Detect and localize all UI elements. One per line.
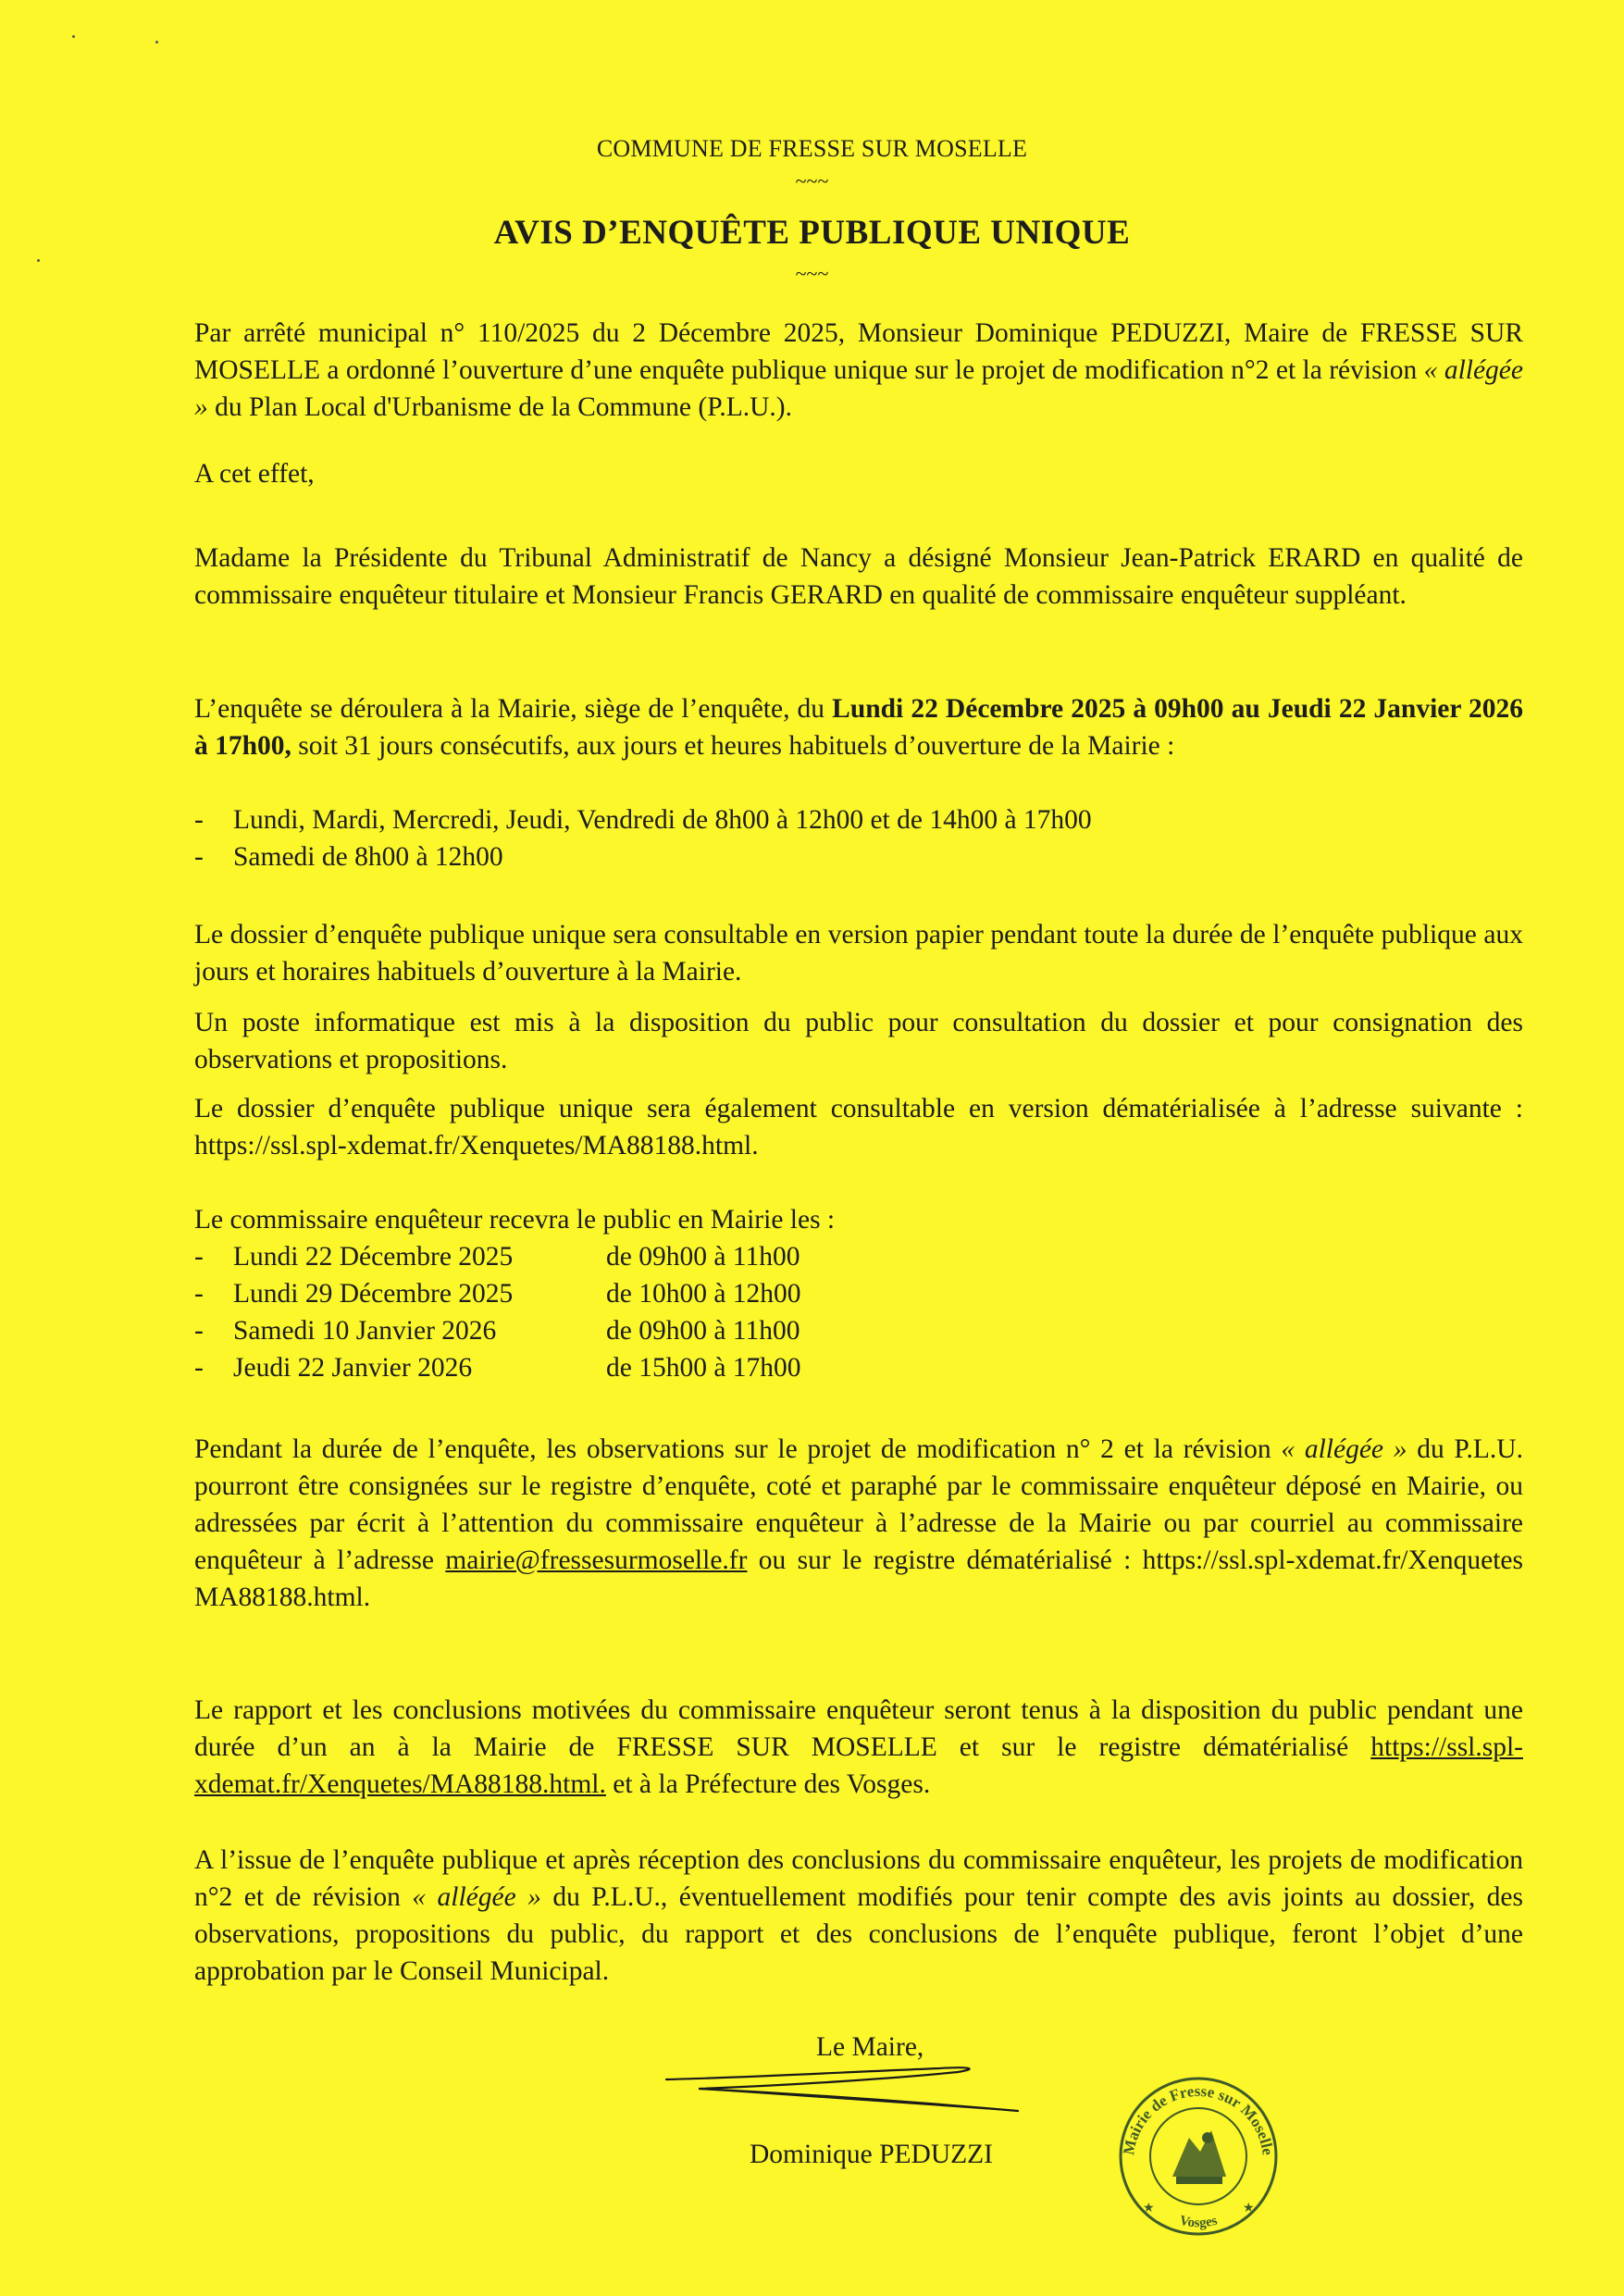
separator: ~~~ (795, 262, 829, 285)
list-item-hours: - Lundi, Mardi, Mercredi, Jeudi, Vendredi de 8h00 à 12h00 et de 14h00 à 17h00 (194, 805, 1092, 835)
schedule-row: - Jeudi 22 Janvier 2026 de 15h00 à 17h00 (194, 1353, 801, 1383)
commune-header: COMMUNE DE FRESSE SUR MOSELLE (596, 135, 1028, 162)
list-item-hours: - Samedi de 8h00 à 12h00 (194, 842, 503, 872)
schedule-row: - Lundi 22 Décembre 2025 de 09h00 à 11h00 (194, 1242, 800, 1272)
registre-link[interactable]: https://ssl.spl-xdemat.fr/Xenquetes/MA88188.html. (194, 1732, 1523, 1799)
paragraph-rapport: Le rapport et les conclusions motivées du commissaire enquêteur seront tenus à la disposition du public pendant une durée d’un an à la Mairie de FRESSE SUR MOSELLE et sur le registre dématérialisé https://ssl.spl-xdemat.fr/Xenquetes/MA88188.html. et à la Préfecture des Vosges. (194, 1695, 1523, 1799)
paragraph-poste-informatique: Un poste informatique est mis à la disposition du public pour consultation du dossier et pour consignation des observations et propositions. (194, 1008, 1523, 1074)
paragraph-dossier-papier: Le dossier d’enquête publique unique sera consultable en version papier pendant toute la durée de l’enquête publique aux jours et horaires habituels d’ouverture à la Mairie. (194, 920, 1523, 987)
svg-text:★: ★ (1143, 2202, 1155, 2215)
page-title: AVIS D’ENQUÊTE PUBLIQUE UNIQUE (493, 214, 1131, 252)
svg-text:Mairie de Fresse sur Moselle (1120, 2082, 1277, 2156)
separator: ~~~ (795, 169, 829, 192)
paragraph-dossier-dematerialise: Le dossier d’enquête publique unique sera également consultable en version dématérialisée à l’adresse suivante : https://ssl.spl-xdemat.fr/Xenquetes/MA88188.html. (194, 1094, 1523, 1160)
scan-speck (37, 259, 40, 262)
paragraph-permanences: Le commissaire enquêteur recevra le public en Mairie les : (194, 1205, 836, 1235)
handwritten-signature (662, 2059, 1032, 2124)
scan-speck (72, 35, 75, 38)
svg-text:Vosges (1178, 2214, 1219, 2231)
svg-text:★: ★ (1243, 2202, 1255, 2215)
scan-speck (155, 41, 158, 43)
paragraph-dates-enquete: L’enquête se déroulera à la Mairie, siège de l’enquête, du Lundi 22 Décembre 2025 à 09h00 au Jeudi 22 Janvier 2026 à 17h00, soit 31 jours consécutifs, aux jours et heures habituels d’ouverture de la Mairie : (194, 694, 1524, 761)
paragraph-a-cet-effet: A cet effet, (194, 459, 315, 489)
stamp-text-top: Mairie de Fresse sur Moselle (1120, 2081, 1277, 2157)
paragraph-observations: Pendant la durée de l’enquête, les observations sur le projet de modification n° 2 et la révision « allégée » du P.L.U. pourront être consignées sur le registre d’enquête, coté et paraphé par le commissaire enquêteur déposé en Mairie, ou adressées par écrit à l’attention du commissaire enquêteur à l’adresse de la Mairie ou par courriel au commissaire enquêteur à l’adresse mairie@fressesurmoselle.fr ou sur le registre dématérialisé : https://ssl.spl-xdemat.fr/Xenquetes MA88188.html. (194, 1434, 1523, 1612)
paragraph-arrete: Par arrêté municipal n° 110/2025 du 2 Décembre 2025, Monsieur Dominique PEDUZZI, Maire de FRESSE SUR MOSELLE a ordonné l’ouverture d’une enquête publique unique sur le projet de modification n°2 et la révision « allégée » du Plan Local d'Urbanisme de la Commune (P.L.U.). (194, 318, 1523, 422)
stamp-text-bottom: Vosges (1177, 2213, 1220, 2231)
mairie-stamp (1115, 2073, 1282, 2240)
schedule-row: - Samedi 10 Janvier 2026 de 09h00 à 11h00 (194, 1316, 800, 1346)
email-link[interactable]: mairie@fressesurmoselle.fr (445, 1545, 748, 1575)
paragraph-approbation: A l’issue de l’enquête publique et après réception des conclusions du commissaire enquêteur, les projets de modification n°2 et de révision « allégée » du P.L.U., éventuellement modifiés pour tenir compte des avis joints au dossier, des observations, propositions du public, du rapport et des conclusions de l’enquête publique, feront l’objet d’une approbation par le Conseil Municipal. (194, 1845, 1523, 1986)
paragraph-commissaire: Madame la Présidente du Tribunal Administratif de Nancy a désigné Monsieur Jean-Patrick ERARD en qualité de commissaire enquêteur titulaire et Monsieur Francis GERARD en qualité de commissaire enquêteur suppléant. (194, 543, 1523, 610)
schedule-row: - Lundi 29 Décembre 2025 de 10h00 à 12h00 (194, 1279, 801, 1309)
signatory-name: Dominique PEDUZZI (750, 2140, 994, 2169)
signature-label: Le Maire, (816, 2032, 924, 2062)
